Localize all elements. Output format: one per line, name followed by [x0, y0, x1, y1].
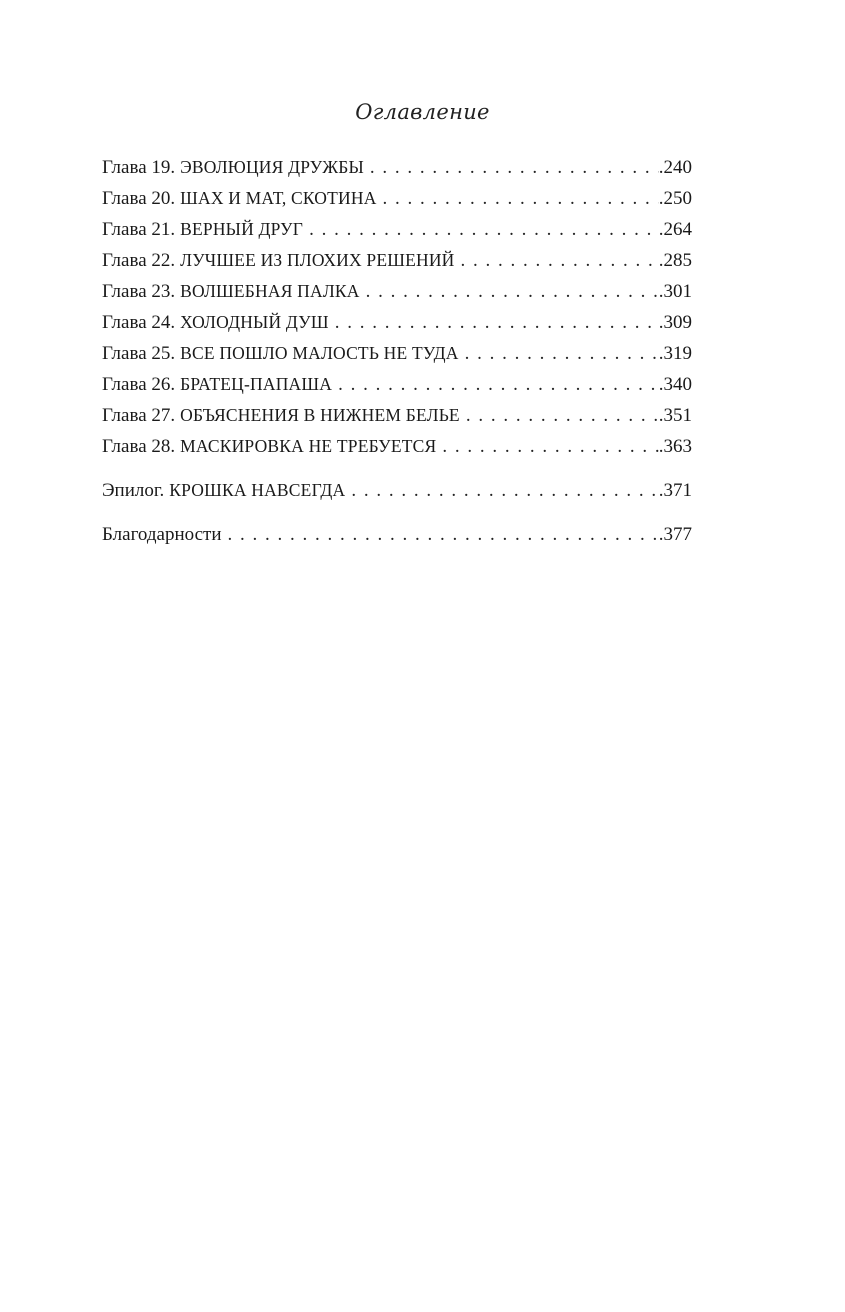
- toc-entry-name: ХОЛОДНЫЙ ДУШ: [180, 312, 329, 332]
- toc-entry-chapter-26[interactable]: [102, 369, 692, 400]
- toc-entry-page: .371: [658, 480, 692, 501]
- toc-entry-prefix: Глава 22.: [102, 250, 176, 271]
- toc-entry-prefix: Глава 28.: [102, 436, 176, 457]
- toc-entry-name: ОБЪЯСНЕНИЯ В НИЖНЕМ БЕЛЬЕ: [180, 405, 460, 425]
- toc-entry-name: ВЕРНЫЙ ДРУГ: [180, 219, 304, 239]
- toc-entry-name: ЭВОЛЮЦИЯ ДРУЖБЫ: [180, 157, 364, 177]
- toc-entry-page: .340: [658, 374, 692, 395]
- toc-entry-name: БРАТЕЦ-ПАПАША: [180, 374, 333, 394]
- toc-entry-prefix: Глава 23.: [102, 281, 176, 302]
- toc-entry-page: .264: [658, 219, 692, 240]
- toc-entry-prefix: Глава 25.: [102, 343, 176, 364]
- toc-entry-name: КРОШКА НАВСЕГДА: [169, 480, 346, 500]
- toc-entry-prefix: Благодарности: [102, 524, 222, 545]
- toc-entry-prefix: Глава 21.: [102, 219, 176, 240]
- toc-entry-prefix: Глава 19.: [102, 157, 176, 178]
- toc-entry-page: .377: [658, 524, 692, 545]
- toc-entry-name: ВСЕ ПОШЛО МАЛОСТЬ НЕ ТУДА: [180, 343, 459, 363]
- toc-dot-leader: [345, 475, 658, 506]
- toc-entry-page: .363: [658, 436, 692, 457]
- toc-entry-prefix: Глава 20.: [102, 188, 176, 209]
- toc-entry-prefix: Глава 24.: [102, 312, 176, 333]
- toc-dot-leader: [459, 338, 659, 369]
- toc-entry-name: ЛУЧШЕЕ ИЗ ПЛОХИХ РЕШЕНИЙ: [180, 250, 455, 270]
- toc-dot-leader: [460, 400, 659, 431]
- toc-entry-acknowledgements[interactable]: [102, 519, 692, 550]
- toc-entry-page: .301: [658, 281, 692, 302]
- toc-entry-chapter-20[interactable]: [102, 183, 692, 214]
- toc-entry-name: ВОЛШЕБНАЯ ПАЛКА: [180, 281, 360, 301]
- toc-entry-chapter-21[interactable]: [102, 214, 692, 245]
- toc-dot-leader: [332, 369, 659, 400]
- toc-entry-page: .319: [658, 343, 692, 364]
- toc-entry-page: .309: [658, 312, 692, 333]
- toc-entry-chapter-28[interactable]: [102, 431, 692, 462]
- toc-entry-chapter-24[interactable]: [102, 307, 692, 338]
- toc-dot-leader: [455, 245, 659, 276]
- toc-dot-leader: [377, 183, 659, 214]
- toc-entry-epilogue[interactable]: [102, 475, 692, 506]
- toc-entry-page: .240: [658, 157, 692, 178]
- toc-entry-name: МАСКИРОВКА НЕ ТРЕБУЕТСЯ: [180, 436, 437, 456]
- toc-entry-chapter-27[interactable]: [102, 400, 692, 431]
- toc-entry-prefix: Глава 27.: [102, 405, 176, 426]
- toc-entry-page: .250: [658, 188, 692, 209]
- toc-dot-leader: [360, 276, 659, 307]
- toc-entry-prefix: Эпилог.: [102, 480, 165, 501]
- toc-entry-prefix: Глава 26.: [102, 374, 176, 395]
- toc-entry-chapter-23[interactable]: [102, 276, 692, 307]
- toc-entry-page: .285: [658, 250, 692, 271]
- toc-title: Оглавление: [355, 100, 490, 124]
- table-of-contents: [102, 152, 692, 550]
- toc-entry-chapter-25[interactable]: [102, 338, 692, 369]
- toc-dot-leader: [329, 307, 659, 338]
- toc-dot-leader: [436, 431, 658, 462]
- toc-entry-chapter-19[interactable]: [102, 152, 692, 183]
- toc-dot-leader: [222, 519, 659, 550]
- toc-entry-chapter-22[interactable]: [102, 245, 692, 276]
- toc-entry-page: .351: [658, 405, 692, 426]
- toc-dot-leader: [364, 152, 659, 183]
- toc-entry-name: ШАХ И МАТ, СКОТИНА: [180, 188, 377, 208]
- toc-dot-leader: [303, 214, 659, 245]
